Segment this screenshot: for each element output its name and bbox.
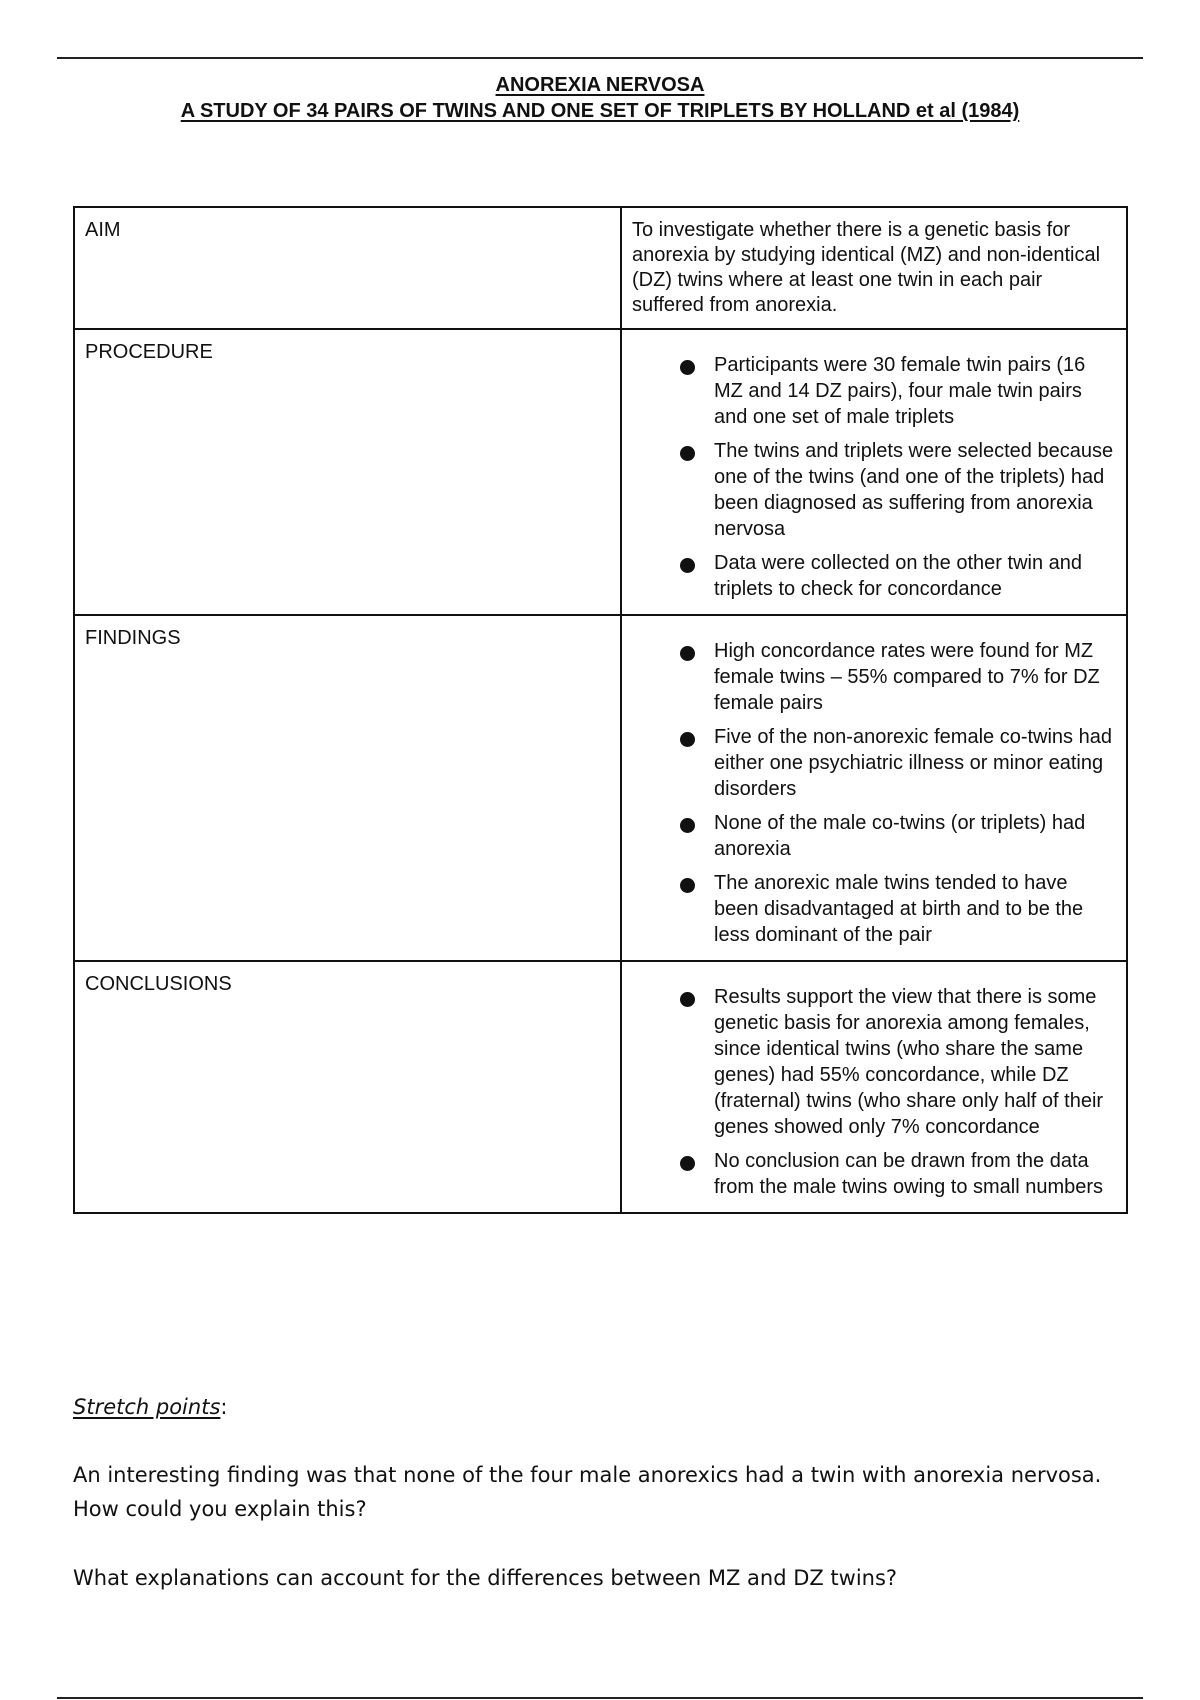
bullet-icon — [680, 992, 695, 1007]
list-item-text: The anorexic male twins tended to have been disadvantaged at birth and to be the less dominant of the pair — [714, 872, 1084, 946]
list-item-text: Results support the view that there is some genetic basis for anorexia among females, since identical twins (who share the same genes) had 55% concordance, while DZ (fraternal) twins (who share only half of their genes showed only 7% concordance — [714, 986, 1104, 1138]
stretch-question-1: An interesting finding was that none of the four male anorexics had a twin with anorexia nervosa. How could you explain this? — [73, 1463, 1102, 1521]
list-item-text: Data were collected on the other twin and triplets to check for concordance — [714, 552, 1082, 600]
stretch-question-2: What explanations can account for the differences between MZ and DZ twins? — [73, 1566, 898, 1590]
list-item-text: None of the male co-twins (or triplets) had anorexia — [714, 812, 1086, 860]
conclusions-row — [74, 961, 1127, 1213]
procedure-content — [621, 329, 1127, 615]
list-item-text: No conclusion can be drawn from the data from the male twins owing to small numbers — [714, 1150, 1104, 1198]
list-item — [680, 1148, 1114, 1200]
list-item — [680, 984, 1114, 1140]
top-rule — [57, 57, 1143, 59]
bullet-icon — [680, 646, 695, 661]
bottom-rule — [57, 1697, 1143, 1699]
conclusions-list — [632, 984, 1114, 1200]
procedure-row — [74, 329, 1127, 615]
page-title — [57, 72, 1143, 124]
list-item — [680, 638, 1114, 716]
list-item-text: Five of the non-anorexic female co-twins had either one psychiatric illness or minor eating disorders — [714, 726, 1112, 800]
list-item — [680, 810, 1114, 862]
stretch-points-heading — [73, 1390, 1128, 1424]
bullet-icon — [680, 732, 695, 747]
bullet-icon — [680, 360, 695, 375]
bullet-icon — [680, 818, 695, 833]
conclusions-label: CONCLUSIONS — [74, 961, 621, 1213]
stretch-heading-colon: : — [220, 1395, 228, 1419]
title-line-1: ANOREXIA NERVOSA — [495, 74, 705, 96]
findings-row — [74, 615, 1127, 961]
list-item-text: Participants were 30 female twin pairs (16 MZ and 14 DZ pairs), four male twin pairs and one set of male triplets — [714, 354, 1086, 428]
aim-row — [74, 207, 1127, 329]
list-item — [680, 870, 1114, 948]
conclusions-content — [621, 961, 1127, 1213]
findings-content — [621, 615, 1127, 961]
list-item — [680, 352, 1114, 430]
bullet-icon — [680, 1156, 695, 1171]
aim-text: To investigate whether there is a genetic basis for anorexia by studying identical (MZ) and non-identical (DZ) twins where at least one twin in each pair suffered from anorexia. — [621, 207, 1127, 329]
bullet-icon — [680, 558, 695, 573]
list-item — [680, 438, 1114, 542]
study-summary-table — [73, 206, 1128, 1214]
bullet-icon — [680, 878, 695, 893]
list-item — [680, 724, 1114, 802]
procedure-label: PROCEDURE — [74, 329, 621, 615]
procedure-list — [632, 352, 1114, 602]
aim-label: AIM — [74, 207, 621, 329]
findings-label: FINDINGS — [74, 615, 621, 961]
list-item-text: High concordance rates were found for MZ female twins – 55% compared to 7% for DZ female pairs — [714, 640, 1100, 714]
stretch-heading-text: Stretch points — [73, 1395, 221, 1419]
title-line-2: A STUDY OF 34 PAIRS OF TWINS AND ONE SET OF TRIPLETS BY HOLLAND et al (1984) — [180, 100, 1020, 122]
bullet-icon — [680, 446, 695, 461]
list-item-text: The twins and triplets were selected because one of the twins (and one of the triplets) had been diagnosed as suffering from anorexia nervosa — [714, 440, 1114, 540]
findings-list — [632, 638, 1114, 948]
list-item — [680, 550, 1114, 602]
